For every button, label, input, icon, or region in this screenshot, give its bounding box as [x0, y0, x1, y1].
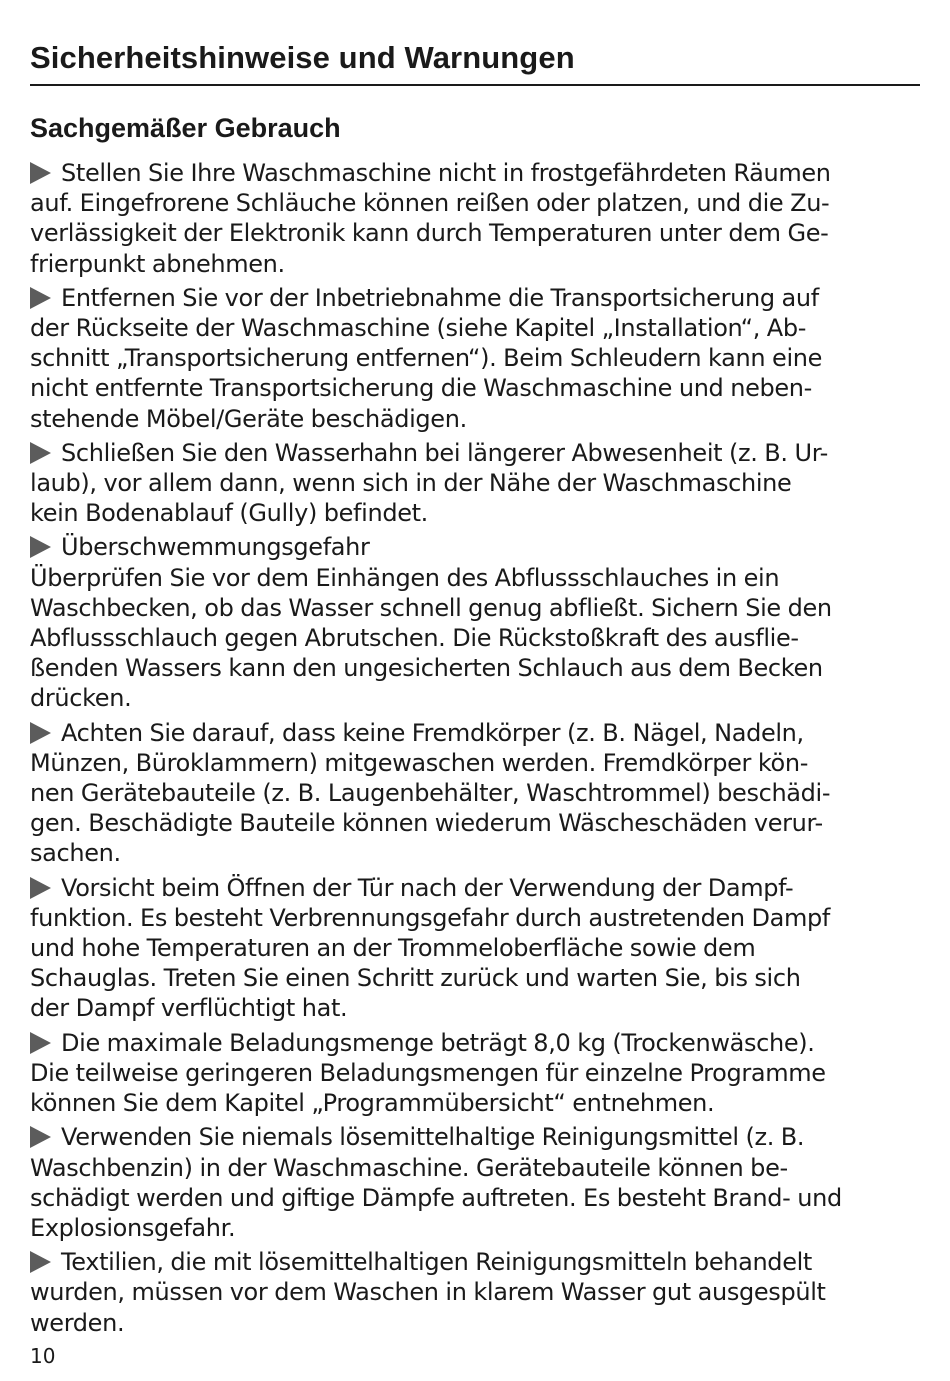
triangle-right-icon [30, 442, 51, 464]
list-item [30, 283, 922, 434]
list-item-text: Entfernen Sie vor der Inbetriebnahme die Transportsicherung auf der Rückseite der Waschmaschine (siehe Kapitel „Installation“, Ab- schnitt „Transportsicherung entfernen“). Beim Schleudern kann eine nicht entfernte Transportsicherung die Waschmaschine und neben- stehende Möbel/Geräte beschädigen. [30, 283, 823, 433]
triangle-right-icon [30, 877, 51, 899]
list-item [30, 718, 922, 869]
list-item [30, 873, 922, 1024]
list-item-text: Schließen Sie den Wasserhahn bei längerer Abwesenheit (z. B. Ur- laub), vor allem dann, wenn sich in der Nähe der Waschmaschine kein Bodenablauf (Gully) befindet. [30, 438, 828, 528]
triangle-right-icon [30, 536, 51, 558]
list-item [30, 1122, 922, 1243]
list-item-text: Achten Sie darauf, dass keine Fremdkörper (z. B. Nägel, Nadeln, Münzen, Büroklammern) mitgewaschen werden. Fremdkörper kön- nen Gerätebauteile (z. B. Laugenbehälter, Waschtrommel) beschädi- gen. Beschädigte Bauteile können wiederum Wäscheschäden verur- sachen. [30, 718, 831, 868]
list-item [30, 438, 922, 529]
list-item [30, 532, 922, 713]
list-item-text: Stellen Sie Ihre Waschmaschine nicht in frostgefährdeten Räumen auf. Eingefrorene Schläuche können reißen oder platzen, und die Zu- verlässigkeit der Elektronik kann durch Temperaturen unter dem Ge- frierpunkt abnehmen. [30, 159, 831, 278]
list-item-text: Textilien, die mit lösemittelhaltigen Reinigungsmitteln behandelt wurden, müssen vor dem Waschen in klarem Wasser gut ausgespült werden. [30, 1248, 826, 1337]
list-item [30, 1028, 922, 1119]
page-number: 10 [30, 1344, 56, 1368]
page-title: Sicherheitshinweise und Warnungen [30, 40, 575, 75]
list-item [30, 158, 922, 279]
list-item-text: Die maximale Beladungsmenge beträgt 8,0 kg (Trockenwäsche). Die teilweise geringeren Beladungsmengen für einzelne Programme können Sie dem Kapitel „Programmübersicht“ entnehmen. [30, 1028, 826, 1118]
list-item [30, 1247, 922, 1338]
triangle-right-icon [30, 162, 51, 184]
section-title: Sachgemäßer Gebrauch [30, 113, 341, 143]
triangle-right-icon [30, 1126, 51, 1148]
triangle-right-icon [30, 1032, 51, 1054]
triangle-right-icon [30, 722, 51, 744]
title-divider [30, 84, 920, 86]
list-item-text: Vorsicht beim Öffnen der Tür nach der Verwendung der Dampf- funktion. Es besteht Verbrennungsgefahr durch austretenden Dampf und hohe Temperaturen an der Trommeloberfläche sowie dem Schauglas. Treten Sie einen Schritt zurück und warten Sie, bis sich der Dampf verflüchtigt hat. [30, 873, 831, 1023]
triangle-right-icon [30, 287, 51, 309]
list-item-text: Verwenden Sie niemals lösemittelhaltige Reinigungsmittel (z. B. Waschbenzin) in der Waschmaschine. Gerätebauteile können be- schädigt werden und giftige Dämpfe auftreten. Es besteht Brand- und Explosionsgefahr. [30, 1123, 842, 1242]
safety-instructions-list [30, 158, 922, 1342]
triangle-right-icon [30, 1251, 51, 1273]
list-item-text: Überschwemmungsgefahr Überprüfen Sie vor dem Einhängen des Abflussschlauches in ein Waschbecken, ob das Wasser schnell genug abfließt. Sichern Sie den Abflussschlauch gegen Abrutschen. Die Rückstoßkraft des ausflie- ßenden Wassers kann den ungesicherten Schlauch aus dem Becken drücken. [30, 533, 832, 713]
